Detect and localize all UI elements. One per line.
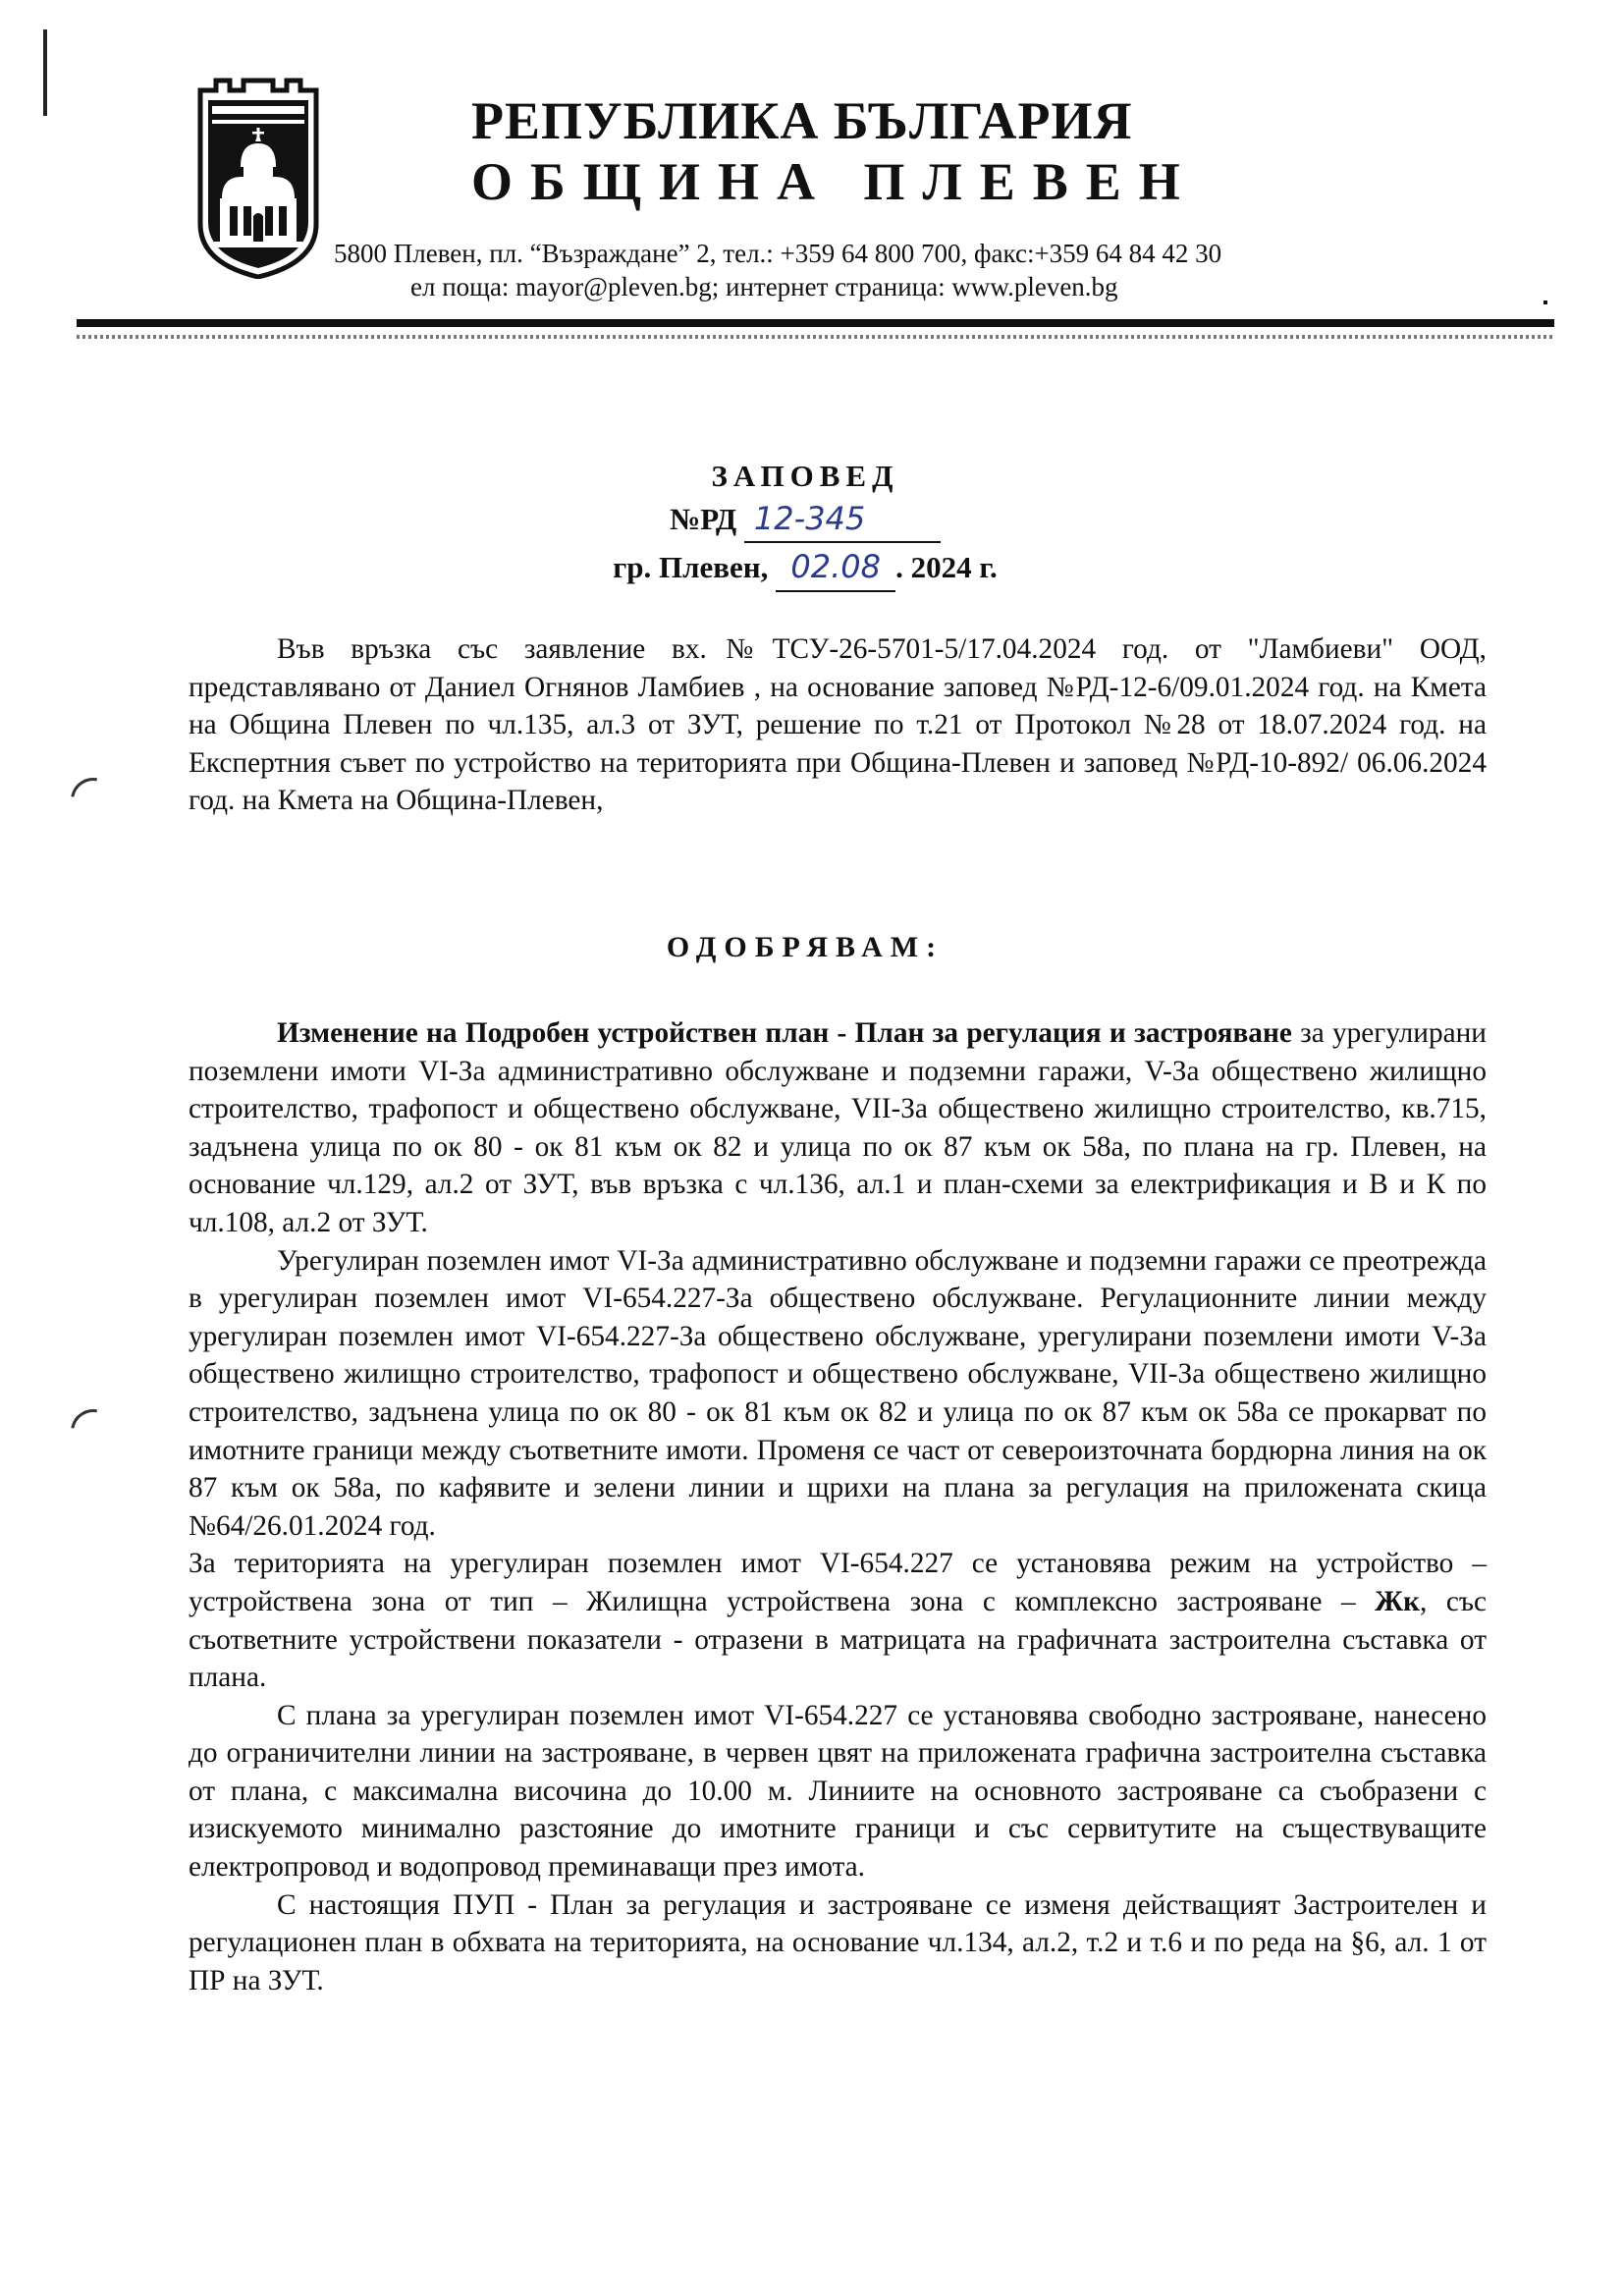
- order-number: [550, 496, 1060, 543]
- scan-artifact-line: [43, 29, 47, 116]
- decision-body: [189, 1014, 1487, 1999]
- paragraph-amendment: [189, 1014, 1487, 1242]
- intro-paragraph: Във връзка със заявление вх.№ТСУ-26-5701-5/17.04.2024 год. от "Ламбиеви" ООД, представлявано от Даниел Огнянов Ламбиев , на основание заповед №РД-12-6/09.01.2024 год. на Кмета на Община Плевен по чл.135, ал.3 от ЗУТ, решение по т.21 от Протокол №28 от 18.07.2024 год. на Експертния съвет по устройство на територията при Община-Плевен и заповед №РД-10-892/ 06.06.2024 год. на Кмета на Община-Плевен,: [189, 633, 1487, 817]
- amendment-text: за урегулирани поземлени имоти VI-За административно обслужване и подземни гаражи, V-За обществено жилищно строителство, трафопост и обществено обслужване, VII-За обществено жилищно строителство, кв.715, задънена улица по ок 80 - ок 81 към ок 82 и улица по ок 87 към ок 58а, по плана на гр. Плевен, на основание чл.129, ал.2 от ЗУТ, във връзка с чл.136, ал.1 и план-схеми за електрификация и В и К по чл.108, ал.2 от ЗУТ.: [189, 1017, 1487, 1238]
- contact-email-web: ел поща: mayor@pleven.bg; интернет страница: www.pleven.bg: [410, 272, 1118, 301]
- zone-text-2: , със съответните устройствени показатели - отразени в матрицата на графичната застроителна съставка от плана.: [189, 1585, 1487, 1694]
- handwritten-order-number: 12-345: [744, 496, 941, 543]
- paragraph-building: С плана за урегулиран поземлен имот VI-654.227 се установява свободно застрояване, нанесено до ограничителни линии на застрояване, в червен цвят на приложената графична застроителна съставка от плана, с максимална височина до 10.00 м. Линиите на основното застрояване са съобразени с изискуемото минимално разстояние до имотните граници и със сервитутите на съществуващите електропровод и водопровод преминаващи през имота.: [189, 1699, 1487, 1884]
- punch-hole-mark: [62, 1400, 125, 1463]
- intro-block: [189, 630, 1487, 820]
- order-title: ЗАПОВЕД: [711, 459, 899, 493]
- handwritten-order-date: 02.08: [776, 543, 895, 592]
- approve-heading: ОДОБРЯВАМ:: [666, 931, 945, 963]
- paragraph-plan-change: С настоящия ПУП - План за регулация и застрояване се изменя действащият Застроителен и регулационен план в обхвата на територията, на основание чл.134, ал.2, т.2 и т.6 и по реда на §6, ал. 1 от ПР на ЗУТ.: [189, 1888, 1487, 1996]
- header-divider-thin: [77, 335, 1554, 339]
- paragraph-reassignment: Урегулиран поземлен имот VI-За административно обслужване и подземни гаражи се преотрежда в урегулиран поземлен имот VI-654.227-За обществено обслужване. Регулационните линии между урегулиран поземлен имот VI-654.227-За обществено обслужване, урегулирани поземлени имоти V-За обществено жилищно строителство, трафопост и обществено обслужване, VII-За обществено жилищно строителство, задънена улица по ок 80 - ок 81 към ок 82 и улица по ок 87 към ок 58а се прокарват по имотните граници между съответните имоти. Променя се част от североизточната бордюрна линия на ок 87 към ок 58а, по кафявите и зелени линии и щрихи на плана за регулация на приложената скица №64/26.01.2024 год.: [189, 1244, 1487, 1542]
- contact-block: [334, 237, 1414, 303]
- order-date-suffix: . 2024 г.: [895, 550, 998, 584]
- header-divider: [77, 319, 1554, 327]
- order-date-prefix: гр. Плевен,: [613, 550, 769, 584]
- zone-text-1: За територията на урегулиран поземлен имот VI-654.227 се установява режим на устройство – устройствена зона от тип – Жилищна устройствена зона с комплексно застрояване –: [189, 1548, 1487, 1617]
- amendment-bold: Изменение на Подробен устройствен план - План за регулация и застрояване: [277, 1017, 1292, 1049]
- municipality-title: [471, 90, 1316, 212]
- paragraph-zone-regime: [189, 1545, 1487, 1696]
- header-dot: [1543, 301, 1547, 304]
- title-municipality: ОБЩИНА ПЛЕВЕН: [471, 152, 1198, 211]
- pleven-coat-of-arms-icon: [194, 77, 322, 279]
- contact-address-phone: 5800 Плевен, пл. “Възраждане” 2, тел.: +359 64 800 700, факс:+359 64 84 42 30: [334, 239, 1222, 268]
- order-heading: [550, 457, 1060, 592]
- zone-code: Жк: [1375, 1585, 1420, 1617]
- order-number-prefix: №РД: [670, 502, 737, 536]
- order-date: [550, 543, 1060, 592]
- title-republic: РЕПУБЛИКА БЪЛГАРИЯ: [471, 91, 1133, 150]
- punch-hole-mark: [62, 769, 125, 832]
